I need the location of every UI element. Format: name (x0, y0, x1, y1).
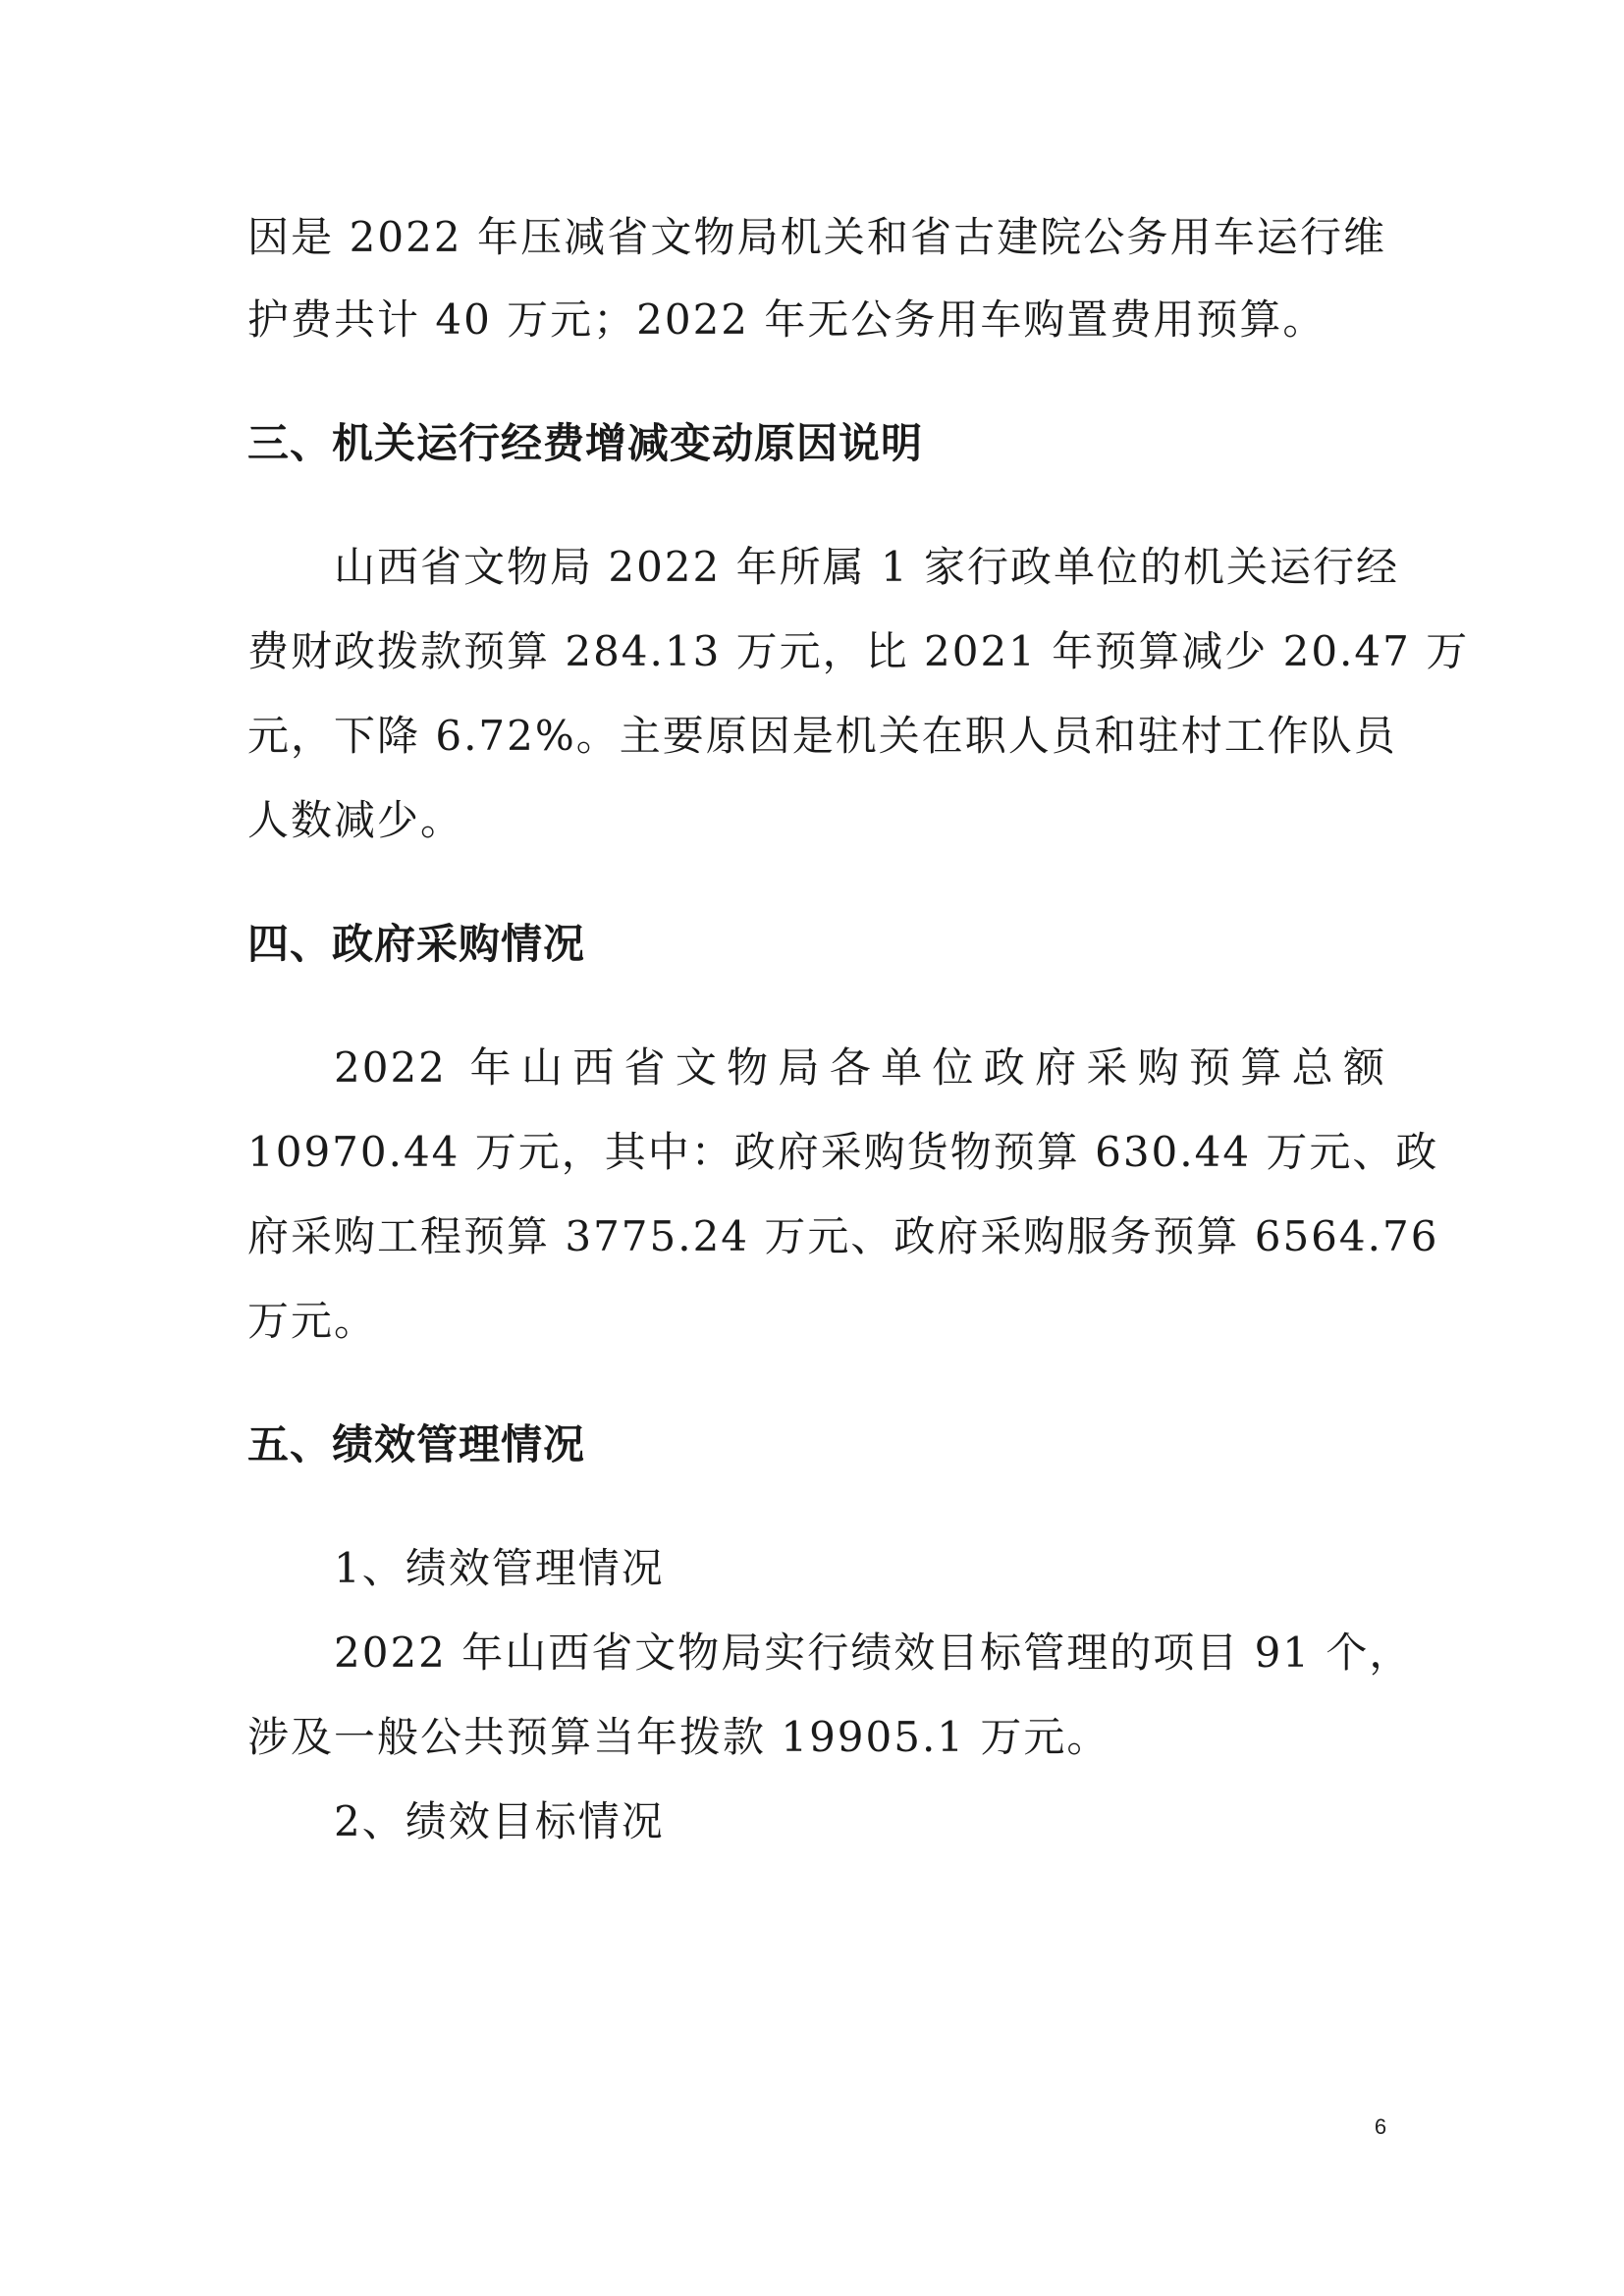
section-4-line-1: 2022 年山西省文物局各单位政府采购预算总额 (334, 1043, 1386, 1092)
section-3-line-4: 人数减少。 (247, 796, 464, 844)
section-4-line-2: 10970.44 万元，其中：政府采购货物预算 630.44 万元、政 (247, 1128, 1439, 1176)
intro-line-2: 护费共计 40 万元；2022 年无公务用车购置费用预算。 (247, 295, 1326, 344)
section-5-heading: 五、绩效管理情况 (247, 1420, 586, 1468)
section-4-line-4: 万元。 (247, 1297, 378, 1345)
section-3-line-1: 山西省文物局 2022 年所属 1 家行政单位的机关运行经 (334, 543, 1400, 591)
section-3-line-2: 费财政拨款预算 284.13 万元，比 2021 年预算减少 20.47 万 (247, 627, 1470, 675)
section-5-subheading-1: 1、绩效管理情况 (334, 1544, 665, 1592)
section-5-line-1: 2022 年山西省文物局实行绩效目标管理的项目 91 个， (334, 1629, 1413, 1677)
page-number: 6 (1374, 2114, 1387, 2139)
section-3-line-3: 元，下降 6.72%。主要原因是机关在职人员和驻村工作队员 (247, 712, 1397, 760)
section-5-subheading-2: 2、绩效目标情况 (334, 1797, 665, 1845)
section-5-line-2: 涉及一般公共预算当年拨款 19905.1 万元。 (247, 1713, 1110, 1761)
section-3-heading: 三、机关运行经费增减变动原因说明 (247, 419, 924, 467)
section-4-line-3: 府采购工程预算 3775.24 万元、政府采购服务预算 6564.76 (247, 1212, 1439, 1260)
section-4-heading: 四、政府采购情况 (247, 920, 586, 968)
intro-line-1: 因是 2022 年压减省文物局机关和省古建院公务用车运行维 (247, 213, 1386, 261)
